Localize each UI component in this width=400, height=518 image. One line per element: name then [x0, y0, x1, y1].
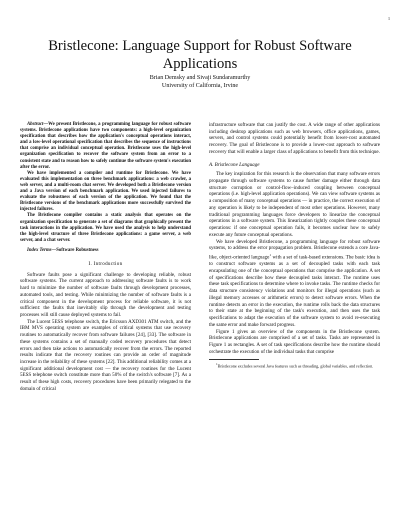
footnote-divider — [209, 359, 259, 360]
language-paragraph-1: The key inspiration for this research is the observation that many software errors propagate through software systems to cause further damage either through data structure corruption or control-flow–induced coupling between conceptual operations (i.e. high-level application operations). We can view software systems as a composition of many conceptual operations — in practice, the correct execution of any operation is likely to be independent of most other operations. However, many traditional programming languages force developers to linearize the conceptual operations in a software system. This linearization tightly couples these conceptual operations: if one conceptual operation fails, it becomes unclear how to safely execute any future conceptual operations. — [209, 171, 380, 238]
language-paragraph-2: We have developed Bristlecone, a programming language for robust software systems, to address the error propagation problem. Bristlecone extends a core Java-like, object-oriented language$^1$ with a set of task-based extensions. The basic idea is to construct software systems as a set of decoupled tasks with each task encapsulating one of the conceptual operations that comprise the application. A set of specifications describe how these decoupled tasks interact. The runtime uses these task specifications to determine where to invoke tasks. The runtime checks for data structure consistency violations and monitors for illegal operations (such as illegal memory accesses or arithmetic errors) to detect software errors. When the runtime detects an error in the execution, the runtime rolls back the data structures to their state at the beginning of the task's execution, and then uses the task specifications to adapt the execution of the software system to avoid re-executing the same error and make forward progress. — [209, 238, 380, 328]
language-paragraph-3: Figure 1 gives an overview of the components in the Bristlecone system. Bristlecone applications are comprised of a set of tasks. Tasks are represented in Figure 1 as rectangles. A set of task specifications describe how the runtime should orchestrate the execution of the individual tasks that comprise — [209, 328, 380, 355]
index-terms-text: —Software Robustness — [51, 247, 99, 253]
subsection-heading-bristlecone-language: A. Bristlecone Language — [209, 161, 260, 168]
abstract-lead: Abstract — [27, 122, 44, 127]
abstract-paragraph-1: —We present Bristlecone, a programming language for robust software systems. Bristlecone applications have two components: a high-level organization specification that describes how the application's conceptual operations interact, and a low-level operational specification that describes the sequence of instructions that comprise an individual conceptual operation. Bristlecone uses the high-level organization specification to recover the software system from an error to a consistent state and to reason how to safely continue the software system's execution after the error. — [20, 122, 191, 170]
index-terms — [20, 248, 191, 254]
page-number: 1 — [388, 16, 390, 21]
abstract — [20, 122, 191, 244]
section-heading-introduction: I. Introduction — [88, 260, 123, 267]
intro-paragraph-continued: infrastructure software that can justify the cost. A wide range of other applications including desktop applications such as web browsers, office applications, games, servers, and control systems could potentially benefit from lower-cost automated recovery. The goal of Bristlecone is to provide a lower-cost approach to software recovery that will enable a larger class of applications to benefit from this technique. — [209, 122, 380, 155]
intro-paragraph-1: Software faults pose a significant challenge to developing reliable, robust software systems. The current approach to addressing software faults is to work hard to minimize the number of software faults through development processes, automated tools, and testing. While minimizing the number of software faults is a critical component in the development process for reliable software, it is not sufficient: the faults that inevitably slip through the development and testing processes will still cause deployed systems to fail. — [20, 271, 191, 318]
paper-title: Bristlecone: Language Support for Robust Software Applications — [48, 38, 352, 72]
abstract-paragraph-2: We have implemented a compiler and runtime for Bristlecone. We have evaluated this implementation on three benchmark applications: a web crawler, a web server, and a multi-room chat server. We developed both a Bristlecone version and a Java version of each benchmark application. We used injected failures to evaluate the robustness of each version of the application. We found that the Bristlecone versions of the benchmark applications more successfully survived the injected failures. — [20, 170, 191, 213]
right-column — [209, 122, 380, 369]
author-block — [20, 74, 380, 90]
left-column — [20, 122, 191, 393]
index-terms-lead: Index Terms — [27, 247, 52, 253]
footnote: $^1$Bristlecone excludes several Java features such as threading, global variables, and reflection. — [216, 362, 374, 369]
abstract-paragraph-3: The Bristlecone compiler contains a static analysis that operates on the organization specification to generate a set of diagrams that graphically present the task interactions in the application. We have used the analysis to help understand the high-level structure of three Bristlecone applications: a game server, a web server, and a chat server. — [20, 213, 191, 243]
author-affiliation: University of California, Irvine — [161, 83, 239, 90]
footnote-marker: 1 — [269, 252, 272, 257]
intro-paragraph-2: The Lucent 5ESS telephone switch, the Ericsson AXD301 ATM switch, and the IBM MVS operating system are examples of critical systems that use recovery routines to automatically recover from software failures [24], [33]. The software in these systems contains a set of manually coded recovery procedures that detect errors and then take actions to automatically recover from the errors. The reported results indicate that the recovery routines can provide an order of magnitude increase in the reliability of these systems [22]. This additional reliability comes at a significant additional development cost — the recovery routines for the Lucent 5ESS telephone switch constitute more than 50% of the switch's software [7]. As a result of these high costs, recovery procedures have been primarily relegated to the domain of critical — [20, 318, 191, 392]
author-names: Brian Demsky and Sivaji Sundaramurthy — [149, 75, 251, 81]
